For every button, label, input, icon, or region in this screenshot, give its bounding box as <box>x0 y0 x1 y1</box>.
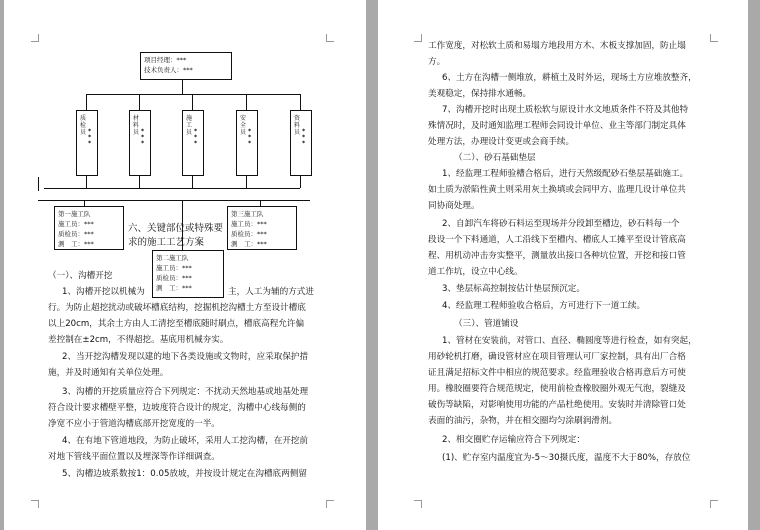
crop-mark-bottom-left <box>31 500 39 508</box>
crop-mark-top-right <box>710 34 718 42</box>
paragraph-line: 用砂轮机打磨，确设管材应在项目管理认可厂家控制，具有出厂合格 <box>428 352 686 362</box>
org-role-name: *** <box>194 128 198 147</box>
paragraph-line: 殊情况时，及时通知监理工程师会同设计单位、业主等部门制定具体 <box>428 121 686 131</box>
paragraph-line: 差控制在±2cm，不得超挖。基底用机械夯实。 <box>48 335 229 345</box>
org-role-label: 材料员 <box>133 115 140 136</box>
crop-mark-bottom-right <box>326 500 334 508</box>
org-connector <box>246 94 247 110</box>
paragraph-line: 1、沟槽开挖以机械为 <box>62 287 145 297</box>
org-connector <box>300 176 301 188</box>
org-team-text: 测 工：*** <box>231 240 267 248</box>
org-team-text: 施工员：*** <box>58 220 94 228</box>
org-role-box <box>182 110 204 176</box>
paragraph-line: 程、用机动冲击夯实整平，测量放出接口各种坑位置，开挖和接口管 <box>428 251 686 261</box>
subsection-heading: （二）、砂石基础垫层 <box>454 153 536 163</box>
org-team-1-box <box>54 206 124 250</box>
org-role-label: 资料员 <box>294 115 301 136</box>
paragraph-line: 符合设计要求槽壁平整，边坡度符合设计的规定，沟槽中心线每侧的 <box>48 403 306 413</box>
paragraph-line: 5、沟槽边坡系数按1：0.05放坡，并按设计规定在沟槽底两侧留 <box>62 469 307 479</box>
paragraph-line: 施，并及时通知有关单位处理。 <box>48 368 169 378</box>
section-heading: 求的施工工艺方案 <box>128 237 205 248</box>
org-role-box <box>290 110 312 176</box>
paragraph-line: 行。为防止超挖扰动或破坏槽底结构，挖掘机挖沟槽土方至设计槽底 <box>48 303 306 313</box>
org-team-2-box <box>152 250 224 298</box>
paragraph-line: 道工作坑，设立中心线。 <box>428 267 523 277</box>
paragraph-line: 主，人工为辅的方式进 <box>228 287 314 297</box>
paragraph-line: 3、沟槽的开挖质量应符合下列规定：不扰动天然地基或地基处理 <box>62 387 309 397</box>
crop-mark-top-left <box>414 34 422 42</box>
org-team-text: 质检员：*** <box>156 274 192 282</box>
paragraph-line: 段设一个下料通道，人工沿线下至槽内、槽底人工摊平至设计管底高 <box>428 235 686 245</box>
org-team-text: 第二施工队 <box>156 254 189 262</box>
org-connector <box>192 176 193 188</box>
org-connector <box>300 94 301 110</box>
crop-mark-top-right <box>326 34 334 42</box>
crop-mark-top-left <box>31 34 39 42</box>
org-project-manager-box <box>140 52 232 80</box>
subsection-heading: （一）、沟槽开挖 <box>48 271 113 281</box>
paragraph-line: 以上20cm，其余土方由人工清挖至槽底随时刷点，槽底高程允许偏 <box>48 319 305 329</box>
org-role-name: *** <box>141 128 145 147</box>
org-role-name: *** <box>88 128 92 147</box>
org-team-text: 第一施工队 <box>58 210 91 218</box>
paragraph-line: 处理方法，办理设计变更或会商手续。 <box>428 137 575 147</box>
org-connector <box>86 94 300 95</box>
paragraph-line: 7、沟槽开挖时出现土质松软与原设计水文地质条件不符及其他特 <box>442 105 689 115</box>
org-role-label: 安全员 <box>240 115 247 136</box>
org-role-box <box>76 110 98 176</box>
org-team-text: 施工员：*** <box>231 220 267 228</box>
paragraph-line: 4、在有地下管道地段，为防止破坏，采用人工挖沟槽，在开挖前 <box>62 436 309 446</box>
paragraph-line: 1、经监理工程师验槽合格后，进行天然级配砂石垫层基础施工。 <box>442 169 689 179</box>
paragraph-line: 破伤等缺陷，对影响使用功能的产品杜绝使用。安装时并清除管口处 <box>428 400 686 410</box>
org-role-box <box>236 110 258 176</box>
org-role-box <box>129 110 151 176</box>
org-team-text: 施工员：*** <box>156 264 192 272</box>
text-cursor <box>38 177 39 191</box>
org-team-text: 测 工：*** <box>156 284 192 292</box>
org-connector <box>246 176 247 188</box>
org-connector <box>44 188 300 189</box>
org-connector <box>86 176 87 188</box>
org-connector <box>139 94 140 110</box>
paragraph-line: 表面的油污，杂物，并在相交圈均匀涂刷润滑剂。 <box>428 416 618 426</box>
paragraph-line: 工作宽度，对松软土质和易塌方地段用方木、木板支撑加固，防止塌 <box>428 41 686 51</box>
paragraph-line: 美观稳定，保持排水通畅。 <box>428 89 532 99</box>
org-team-text: 质检员：*** <box>231 230 267 238</box>
org-role-label: 施工员 <box>186 115 193 136</box>
paragraph-line: 证且满足招标文件中相应的规范要求。经监理验收合格再意后方可使 <box>428 368 686 378</box>
paragraph-line: 如土质为淤陷性黄土则采用灰土换填或会同甲方、监理几设计单位共 <box>428 185 686 195</box>
org-team-3-box <box>227 206 297 250</box>
org-team-text: 测 工：*** <box>58 240 94 248</box>
paragraph-line: 用。橡胶圈要符合规范规定，使用前检查橡胶圈外观无气泡，裂缝及 <box>428 384 686 394</box>
paragraph-line: 同协商处理。 <box>428 201 480 211</box>
org-team-text: 第三施工队 <box>231 210 264 218</box>
paragraph-line: 净宽不应小于管道沟槽底部开挖宽度的一半。 <box>48 419 220 429</box>
org-manager-text: 项目经理：*** <box>144 56 187 64</box>
paragraph-line: 2、当开挖沟槽发现以建的地下各类设施或文物时，应采取保护措 <box>62 352 309 362</box>
paragraph-line: 2、自卸汽车将砂石料运至现场并分段卸至槽边，砂石料每一个 <box>442 219 680 229</box>
org-connector <box>192 94 193 110</box>
crop-mark-bottom-left <box>414 500 422 508</box>
paragraph-line: 2、相交圈贮存运输应符合下列规定： <box>442 435 585 445</box>
paragraph-line: 方。 <box>428 57 446 67</box>
org-connector <box>182 80 183 94</box>
paragraph-line: 4、经监理工程师验收合格后，方可进行下一道工续。 <box>442 301 646 311</box>
crop-mark-bottom-right <box>710 500 718 508</box>
org-tech-lead-text: 技术负责人：*** <box>144 66 193 74</box>
page-gap <box>366 0 378 530</box>
org-connector <box>38 200 310 201</box>
document-page-right <box>378 0 748 530</box>
org-connector <box>86 94 87 110</box>
subsection-heading: （三）、管道铺设 <box>454 319 519 329</box>
paragraph-line: 1、管材在安装前，对管口、直径、椭圆度等进行检查，如有突起， <box>442 336 697 346</box>
org-team-text: 质检员：*** <box>58 230 94 238</box>
paragraph-line: 3、垫层标高控制按估计垫层预沉定。 <box>442 284 585 294</box>
org-connector <box>139 176 140 188</box>
section-heading: 六、关键部位或特殊要 <box>128 223 224 234</box>
org-role-label: 质检员 <box>80 115 87 136</box>
paragraph-line: 6、土方在沟槽一侧堆放，耕植土及时外运，现场土方应堆放整齐， <box>442 73 697 83</box>
paragraph-line: 对地下管线平面位置以及埋深等作详细调查。 <box>48 452 220 462</box>
org-role-name: *** <box>248 128 252 147</box>
org-role-name: *** <box>302 128 306 147</box>
document-page-left <box>4 0 366 530</box>
paragraph-line: (1)、贮存室内温度宜为-5～30摄氏度，温度不大于80%，存放位 <box>442 453 691 463</box>
